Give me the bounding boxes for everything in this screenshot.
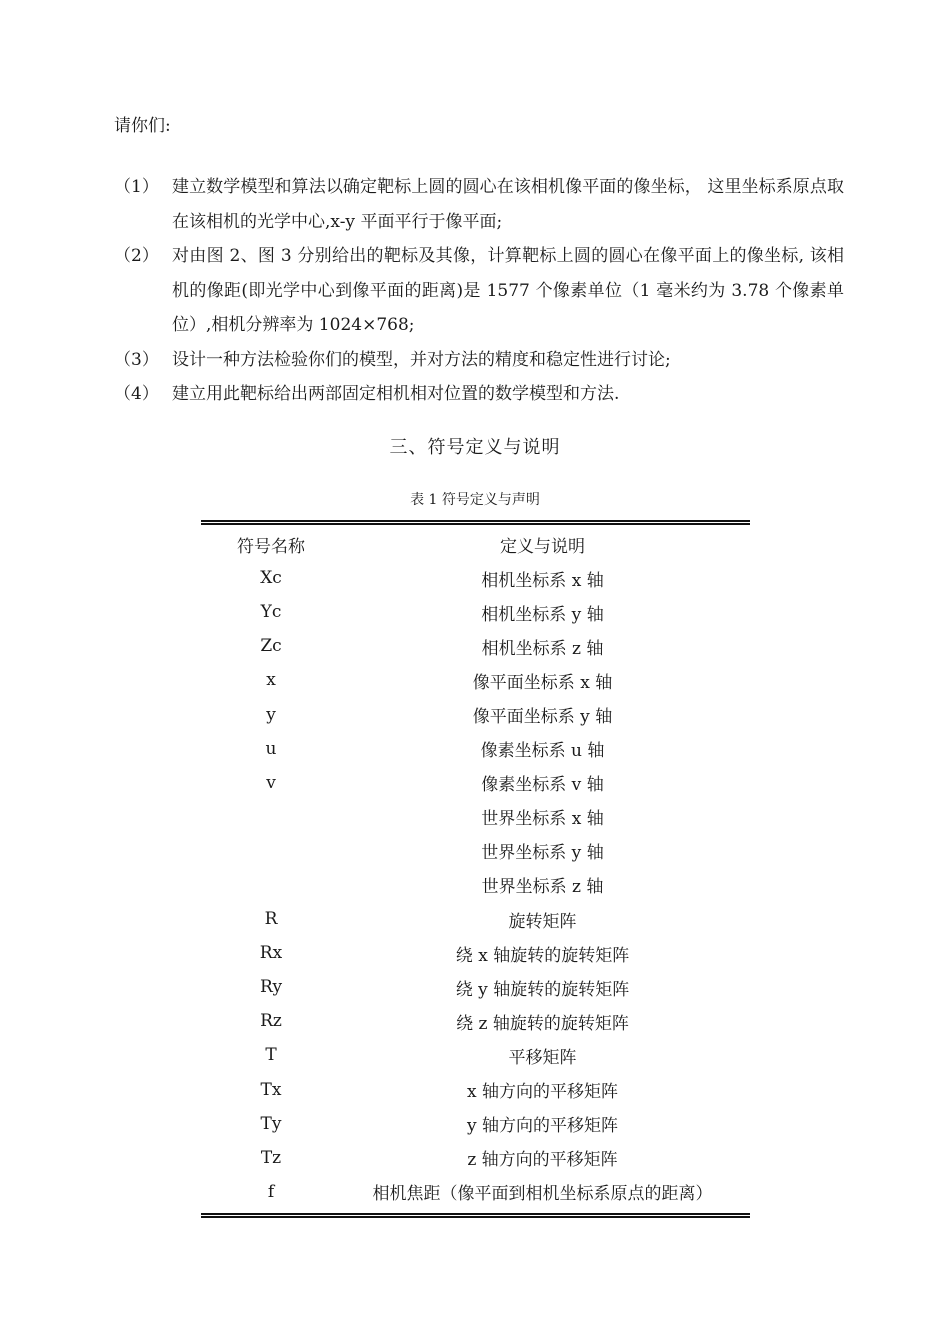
task-number: （3）	[114, 349, 159, 370]
definition-cell: y 轴方向的平移矩阵	[466, 1116, 618, 1137]
definition-cell: 相机焦距（像平面到相机坐标系原点的距离）	[372, 1184, 713, 1205]
table-row	[201, 732, 750, 766]
symbol-cell: Rx	[259, 943, 283, 964]
table-row	[201, 970, 750, 1004]
table-row	[201, 868, 750, 902]
definition-cell: 世界坐标系 z 轴	[481, 877, 604, 898]
table-caption: 表 1 符号定义与声明	[410, 492, 540, 508]
task-item	[114, 377, 844, 412]
definition-cell: 像平面坐标系 x 轴	[472, 672, 613, 693]
table-row	[201, 1107, 750, 1141]
table-row	[201, 800, 750, 834]
table-row	[201, 1073, 750, 1107]
table-row	[201, 1141, 750, 1175]
symbol-cell: Zc	[260, 636, 282, 657]
intro-text: 请你们:	[114, 116, 171, 136]
symbol-cell: R	[264, 909, 278, 930]
section-title: 三、符号定义与说明	[389, 437, 561, 458]
table-body	[201, 525, 750, 1213]
symbol-cell: y	[266, 704, 276, 725]
table-bottom-rule	[201, 1213, 750, 1218]
definition-cell: 旋转矩阵	[508, 911, 577, 932]
definition-cell: 世界坐标系 y 轴	[481, 843, 604, 864]
symbol-cell: Tx	[260, 1079, 282, 1100]
table-row	[201, 1175, 750, 1209]
symbol-cell: Rz	[260, 1011, 282, 1032]
table-row	[201, 629, 750, 663]
symbol-cell: x	[266, 670, 276, 691]
task-item	[114, 170, 844, 239]
definition-cell: 像素坐标系 v 轴	[481, 775, 604, 796]
table-row	[201, 936, 750, 970]
symbol-cell: v	[266, 772, 276, 793]
symbol-cell: u	[265, 738, 277, 759]
definition-cell: x 轴方向的平移矩阵	[467, 1082, 618, 1103]
task-list	[114, 170, 844, 412]
definition-cell: 相机坐标系 x 轴	[481, 570, 604, 591]
symbol-cell: Xc	[260, 568, 282, 589]
task-text: 建立数学模型和算法以确定靶标上圆的圆心在该相机像平面的像坐标， 这里坐标系原点取在该相机的光学中心,x-y 平面平行于像平面;	[172, 177, 844, 232]
definition-cell: 世界坐标系 x 轴	[481, 809, 604, 830]
header-symbol: 符号名称	[237, 536, 305, 557]
definition-cell: 绕 z 轴旋转的旋转矩阵	[456, 1013, 629, 1034]
definition-cell: 相机坐标系 y 轴	[481, 604, 604, 625]
task-text: 设计一种方法检验你们的模型，并对方法的精度和稳定性进行讨论;	[172, 349, 671, 370]
table-row	[201, 1004, 750, 1038]
symbol-cell: T	[265, 1045, 277, 1066]
table-row	[201, 561, 750, 595]
task-item	[114, 343, 844, 378]
task-number: （4）	[114, 384, 159, 404]
symbol-cell: f	[267, 1181, 275, 1202]
table-row	[201, 766, 750, 800]
task-number: （2）	[114, 246, 159, 266]
definition-cell: 平移矩阵	[508, 1047, 577, 1068]
table-row	[201, 834, 750, 868]
task-text: 建立用此靶标给出两部固定相机相对位置的数学模型和方法.	[172, 384, 620, 404]
task-number: （1）	[114, 177, 159, 197]
symbol-cell: Ty	[260, 1113, 282, 1134]
symbol-table	[201, 520, 750, 1218]
table-row	[201, 697, 750, 731]
symbol-cell: Yc	[260, 602, 282, 623]
definition-cell: 像素坐标系 u 轴	[480, 741, 605, 762]
table-row	[201, 595, 750, 629]
table-row	[201, 1038, 750, 1072]
header-definition: 定义与说明	[500, 536, 585, 557]
definition-cell: 像平面坐标系 y 轴	[472, 707, 613, 728]
task-text: 对由图 2、图 3 分别给出的靶标及其像，计算靶标上圆的圆心在像平面上的像坐标, 该相机的像距(即光学中心到像平面的距离)是 1577 个像素单位（1 毫米约为 3.78 个像素单位）,相机分辨率为 1024×768;	[172, 246, 844, 335]
definition-cell: 相机坐标系 z 轴	[481, 638, 604, 659]
definition-cell: 绕 y 轴旋转的旋转矩阵	[455, 979, 630, 1000]
symbol-cell: Ry	[259, 977, 283, 998]
definition-cell: 绕 x 轴旋转的旋转矩阵	[455, 945, 630, 966]
table-header-row	[201, 527, 750, 561]
table-row	[201, 902, 750, 936]
definition-cell: z 轴方向的平移矩阵	[467, 1150, 618, 1171]
table-row	[201, 663, 750, 697]
symbol-cell: Tz	[260, 1147, 282, 1168]
task-item	[114, 239, 844, 343]
